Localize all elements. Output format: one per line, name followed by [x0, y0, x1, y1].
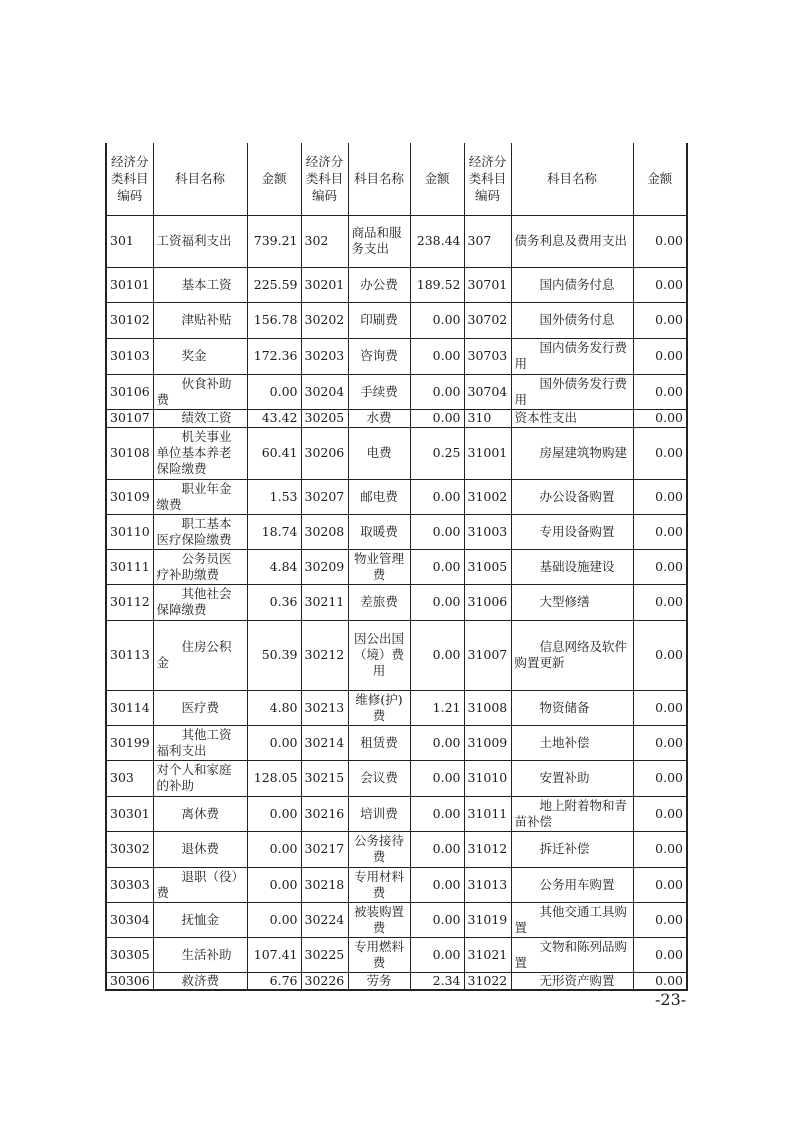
cell-name-2: 劳务 — [348, 972, 410, 990]
header-name-2: 科目名称 — [348, 143, 410, 215]
cell-code-3: 31003 — [464, 514, 511, 549]
cell-name-1: 退职（役）费 — [153, 867, 247, 902]
cell-amount-3: 0.00 — [633, 831, 687, 867]
cell-code-3: 31006 — [464, 584, 511, 620]
cell-code-1: 30303 — [106, 867, 153, 902]
cell-amount-1: 18.74 — [247, 514, 301, 549]
cell-amount-1: 225.59 — [247, 267, 301, 302]
cell-amount-3: 0.00 — [633, 409, 687, 427]
cell-amount-2: 0.00 — [410, 302, 464, 338]
table-row — [106, 760, 687, 796]
cell-name-1: 住房公积金 — [153, 620, 247, 690]
cell-name-3: 资本性支出 — [511, 409, 633, 427]
budget-table — [105, 143, 688, 991]
cell-amount-3: 0.00 — [633, 549, 687, 584]
cell-amount-2: 0.00 — [410, 725, 464, 760]
table-row — [106, 374, 687, 409]
cell-name-1: 公务员医疗补助缴费 — [153, 549, 247, 584]
cell-code-1: 30102 — [106, 302, 153, 338]
header-code-2: 经济分类科目编码 — [301, 143, 348, 215]
cell-name-3: 拆迁补偿 — [511, 831, 633, 867]
cell-name-1: 津贴补贴 — [153, 302, 247, 338]
cell-code-1: 301 — [106, 215, 153, 267]
cell-name-1: 其他工资福利支出 — [153, 725, 247, 760]
cell-name-3: 国内债务付息 — [511, 267, 633, 302]
table-row — [106, 584, 687, 620]
cell-amount-2: 0.00 — [410, 867, 464, 902]
table-row — [106, 867, 687, 902]
cell-amount-2: 0.00 — [410, 937, 464, 972]
cell-code-3: 31008 — [464, 690, 511, 725]
cell-amount-2: 0.00 — [410, 620, 464, 690]
cell-name-1: 救济费 — [153, 972, 247, 990]
cell-code-2: 30203 — [301, 338, 348, 374]
cell-name-3: 信息网络及软件购置更新 — [511, 620, 633, 690]
cell-name-1: 基本工资 — [153, 267, 247, 302]
cell-code-2: 30214 — [301, 725, 348, 760]
cell-name-2: 因公出国（境）费用 — [348, 620, 410, 690]
cell-code-1: 30111 — [106, 549, 153, 584]
cell-amount-1: 0.36 — [247, 584, 301, 620]
cell-name-2: 手续费 — [348, 374, 410, 409]
header-amount-3: 金额 — [633, 143, 687, 215]
cell-amount-3: 0.00 — [633, 374, 687, 409]
cell-code-2: 30215 — [301, 760, 348, 796]
cell-amount-2: 0.00 — [410, 514, 464, 549]
cell-name-2: 办公费 — [348, 267, 410, 302]
cell-code-3: 31022 — [464, 972, 511, 990]
table-row — [106, 620, 687, 690]
cell-amount-2: 0.00 — [410, 902, 464, 937]
cell-amount-3: 0.00 — [633, 267, 687, 302]
header-name-1: 科目名称 — [153, 143, 247, 215]
cell-name-3: 安置补助 — [511, 760, 633, 796]
table-row — [106, 937, 687, 972]
cell-name-3: 地上附着物和青苗补偿 — [511, 796, 633, 831]
cell-name-1: 对个人和家庭的补助 — [153, 760, 247, 796]
cell-code-1: 30112 — [106, 584, 153, 620]
cell-code-2: 30216 — [301, 796, 348, 831]
table-row — [106, 514, 687, 549]
cell-code-1: 30199 — [106, 725, 153, 760]
cell-amount-2: 0.00 — [410, 760, 464, 796]
cell-amount-3: 0.00 — [633, 937, 687, 972]
table-row — [106, 972, 687, 990]
cell-code-1: 30114 — [106, 690, 153, 725]
cell-amount-3: 0.00 — [633, 972, 687, 990]
cell-code-3: 31002 — [464, 479, 511, 514]
cell-code-3: 31019 — [464, 902, 511, 937]
cell-amount-3: 0.00 — [633, 796, 687, 831]
cell-amount-1: 1.53 — [247, 479, 301, 514]
header-row — [106, 143, 687, 215]
cell-code-2: 30217 — [301, 831, 348, 867]
cell-name-3: 专用设备购置 — [511, 514, 633, 549]
cell-name-2: 水费 — [348, 409, 410, 427]
cell-amount-1: 0.00 — [247, 831, 301, 867]
cell-amount-2: 0.25 — [410, 427, 464, 479]
cell-code-1: 30107 — [106, 409, 153, 427]
cell-code-1: 30110 — [106, 514, 153, 549]
table-row — [106, 409, 687, 427]
cell-amount-2: 0.00 — [410, 831, 464, 867]
cell-code-1: 30113 — [106, 620, 153, 690]
header-name-3: 科目名称 — [511, 143, 633, 215]
cell-name-2: 公务接待费 — [348, 831, 410, 867]
cell-name-3: 物资储备 — [511, 690, 633, 725]
cell-code-2: 30224 — [301, 902, 348, 937]
cell-name-3: 国外债务付息 — [511, 302, 633, 338]
cell-name-3: 办公设备购置 — [511, 479, 633, 514]
cell-amount-3: 0.00 — [633, 760, 687, 796]
cell-amount-3: 0.00 — [633, 514, 687, 549]
cell-name-2: 专用材料费 — [348, 867, 410, 902]
cell-code-3: 31007 — [464, 620, 511, 690]
cell-name-1: 职工基本医疗保险缴费 — [153, 514, 247, 549]
cell-name-1: 退休费 — [153, 831, 247, 867]
cell-code-3: 31013 — [464, 867, 511, 902]
cell-amount-3: 0.00 — [633, 902, 687, 937]
cell-name-3: 国外债务发行费用 — [511, 374, 633, 409]
cell-amount-2: 238.44 — [410, 215, 464, 267]
table-row — [106, 690, 687, 725]
cell-name-3: 基础设施建设 — [511, 549, 633, 584]
cell-name-1: 医疗费 — [153, 690, 247, 725]
cell-name-2: 差旅费 — [348, 584, 410, 620]
cell-code-1: 30106 — [106, 374, 153, 409]
cell-amount-1: 60.41 — [247, 427, 301, 479]
cell-amount-1: 0.00 — [247, 796, 301, 831]
cell-code-1: 303 — [106, 760, 153, 796]
cell-name-1: 奖金 — [153, 338, 247, 374]
cell-code-1: 30304 — [106, 902, 153, 937]
cell-code-2: 30206 — [301, 427, 348, 479]
cell-code-3: 30701 — [464, 267, 511, 302]
cell-name-2: 培训费 — [348, 796, 410, 831]
cell-name-1: 其他社会保障缴费 — [153, 584, 247, 620]
cell-amount-2: 2.34 — [410, 972, 464, 990]
table-row — [106, 267, 687, 302]
cell-amount-2: 0.00 — [410, 796, 464, 831]
cell-name-2: 维修(护)费 — [348, 690, 410, 725]
header-code-1: 经济分类科目编码 — [106, 143, 153, 215]
cell-name-2: 会议费 — [348, 760, 410, 796]
cell-code-2: 30201 — [301, 267, 348, 302]
cell-code-1: 30108 — [106, 427, 153, 479]
cell-code-3: 30703 — [464, 338, 511, 374]
cell-amount-2: 0.00 — [410, 338, 464, 374]
table-row — [106, 302, 687, 338]
cell-amount-3: 0.00 — [633, 690, 687, 725]
cell-code-2: 30208 — [301, 514, 348, 549]
table-row — [106, 902, 687, 937]
cell-amount-1: 172.36 — [247, 338, 301, 374]
cell-code-3: 31011 — [464, 796, 511, 831]
cell-code-3: 31021 — [464, 937, 511, 972]
cell-code-1: 30101 — [106, 267, 153, 302]
cell-code-3: 31001 — [464, 427, 511, 479]
cell-amount-1: 156.78 — [247, 302, 301, 338]
cell-amount-1: 739.21 — [247, 215, 301, 267]
cell-amount-1: 50.39 — [247, 620, 301, 690]
cell-amount-1: 0.00 — [247, 902, 301, 937]
cell-name-2: 咨询费 — [348, 338, 410, 374]
table-row — [106, 796, 687, 831]
cell-amount-3: 0.00 — [633, 427, 687, 479]
cell-name-2: 电费 — [348, 427, 410, 479]
table-row — [106, 338, 687, 374]
cell-amount-1: 43.42 — [247, 409, 301, 427]
cell-code-2: 30226 — [301, 972, 348, 990]
cell-name-2: 专用燃料费 — [348, 937, 410, 972]
cell-name-1: 离休费 — [153, 796, 247, 831]
header-amount-2: 金额 — [410, 143, 464, 215]
cell-amount-3: 0.00 — [633, 867, 687, 902]
cell-name-3: 土地补偿 — [511, 725, 633, 760]
cell-amount-2: 189.52 — [410, 267, 464, 302]
table-row — [106, 831, 687, 867]
cell-amount-3: 0.00 — [633, 725, 687, 760]
cell-code-3: 31012 — [464, 831, 511, 867]
cell-amount-3: 0.00 — [633, 338, 687, 374]
cell-code-2: 30212 — [301, 620, 348, 690]
cell-amount-2: 1.21 — [410, 690, 464, 725]
table-row — [106, 427, 687, 479]
cell-code-2: 30204 — [301, 374, 348, 409]
cell-code-3: 307 — [464, 215, 511, 267]
cell-amount-1: 0.00 — [247, 374, 301, 409]
cell-name-3: 无形资产购置 — [511, 972, 633, 990]
page-number: -23- — [655, 990, 687, 1009]
cell-name-3: 其他交通工具购置 — [511, 902, 633, 937]
table-row — [106, 549, 687, 584]
cell-code-3: 31009 — [464, 725, 511, 760]
cell-code-3: 30702 — [464, 302, 511, 338]
cell-name-2: 被装购置费 — [348, 902, 410, 937]
cell-name-1: 机关事业单位基本养老保险缴费 — [153, 427, 247, 479]
cell-amount-3: 0.00 — [633, 620, 687, 690]
cell-amount-2: 0.00 — [410, 374, 464, 409]
cell-name-3: 文物和陈列品购置 — [511, 937, 633, 972]
cell-code-3: 31005 — [464, 549, 511, 584]
cell-code-2: 30213 — [301, 690, 348, 725]
cell-code-1: 30301 — [106, 796, 153, 831]
cell-code-2: 30225 — [301, 937, 348, 972]
cell-amount-1: 4.84 — [247, 549, 301, 584]
cell-amount-1: 128.05 — [247, 760, 301, 796]
cell-name-2: 商品和服务支出 — [348, 215, 410, 267]
cell-amount-1: 107.41 — [247, 937, 301, 972]
cell-name-3: 国内债务发行费用 — [511, 338, 633, 374]
cell-amount-1: 4.80 — [247, 690, 301, 725]
cell-code-2: 30211 — [301, 584, 348, 620]
cell-amount-3: 0.00 — [633, 302, 687, 338]
table-row — [106, 479, 687, 514]
cell-name-3: 房屋建筑物购建 — [511, 427, 633, 479]
cell-code-3: 31010 — [464, 760, 511, 796]
cell-code-2: 30218 — [301, 867, 348, 902]
cell-name-1: 工资福利支出 — [153, 215, 247, 267]
cell-name-2: 邮电费 — [348, 479, 410, 514]
cell-name-3: 债务利息及费用支出 — [511, 215, 633, 267]
cell-code-1: 30103 — [106, 338, 153, 374]
cell-amount-3: 0.00 — [633, 584, 687, 620]
cell-amount-2: 0.00 — [410, 479, 464, 514]
header-code-3: 经济分类科目编码 — [464, 143, 511, 215]
cell-amount-2: 0.00 — [410, 409, 464, 427]
cell-code-1: 30305 — [106, 937, 153, 972]
cell-code-2: 302 — [301, 215, 348, 267]
cell-name-2: 取暖费 — [348, 514, 410, 549]
cell-amount-3: 0.00 — [633, 215, 687, 267]
cell-name-1: 伙食补助费 — [153, 374, 247, 409]
cell-code-3: 30704 — [464, 374, 511, 409]
cell-name-2: 物业管理费 — [348, 549, 410, 584]
cell-name-3: 大型修缮 — [511, 584, 633, 620]
cell-code-2: 30205 — [301, 409, 348, 427]
cell-amount-2: 0.00 — [410, 584, 464, 620]
cell-code-2: 30207 — [301, 479, 348, 514]
cell-amount-1: 0.00 — [247, 867, 301, 902]
cell-amount-1: 0.00 — [247, 725, 301, 760]
cell-name-1: 抚恤金 — [153, 902, 247, 937]
cell-code-1: 30306 — [106, 972, 153, 990]
cell-name-2: 印刷费 — [348, 302, 410, 338]
cell-code-1: 30302 — [106, 831, 153, 867]
table-row — [106, 215, 687, 267]
cell-name-3: 公务用车购置 — [511, 867, 633, 902]
table-row — [106, 725, 687, 760]
cell-name-2: 租赁费 — [348, 725, 410, 760]
cell-name-1: 职业年金缴费 — [153, 479, 247, 514]
cell-code-2: 30202 — [301, 302, 348, 338]
cell-code-2: 30209 — [301, 549, 348, 584]
cell-code-1: 30109 — [106, 479, 153, 514]
cell-code-3: 310 — [464, 409, 511, 427]
header-amount-1: 金额 — [247, 143, 301, 215]
cell-amount-3: 0.00 — [633, 479, 687, 514]
cell-amount-2: 0.00 — [410, 549, 464, 584]
cell-name-1: 绩效工资 — [153, 409, 247, 427]
cell-amount-1: 6.76 — [247, 972, 301, 990]
cell-name-1: 生活补助 — [153, 937, 247, 972]
